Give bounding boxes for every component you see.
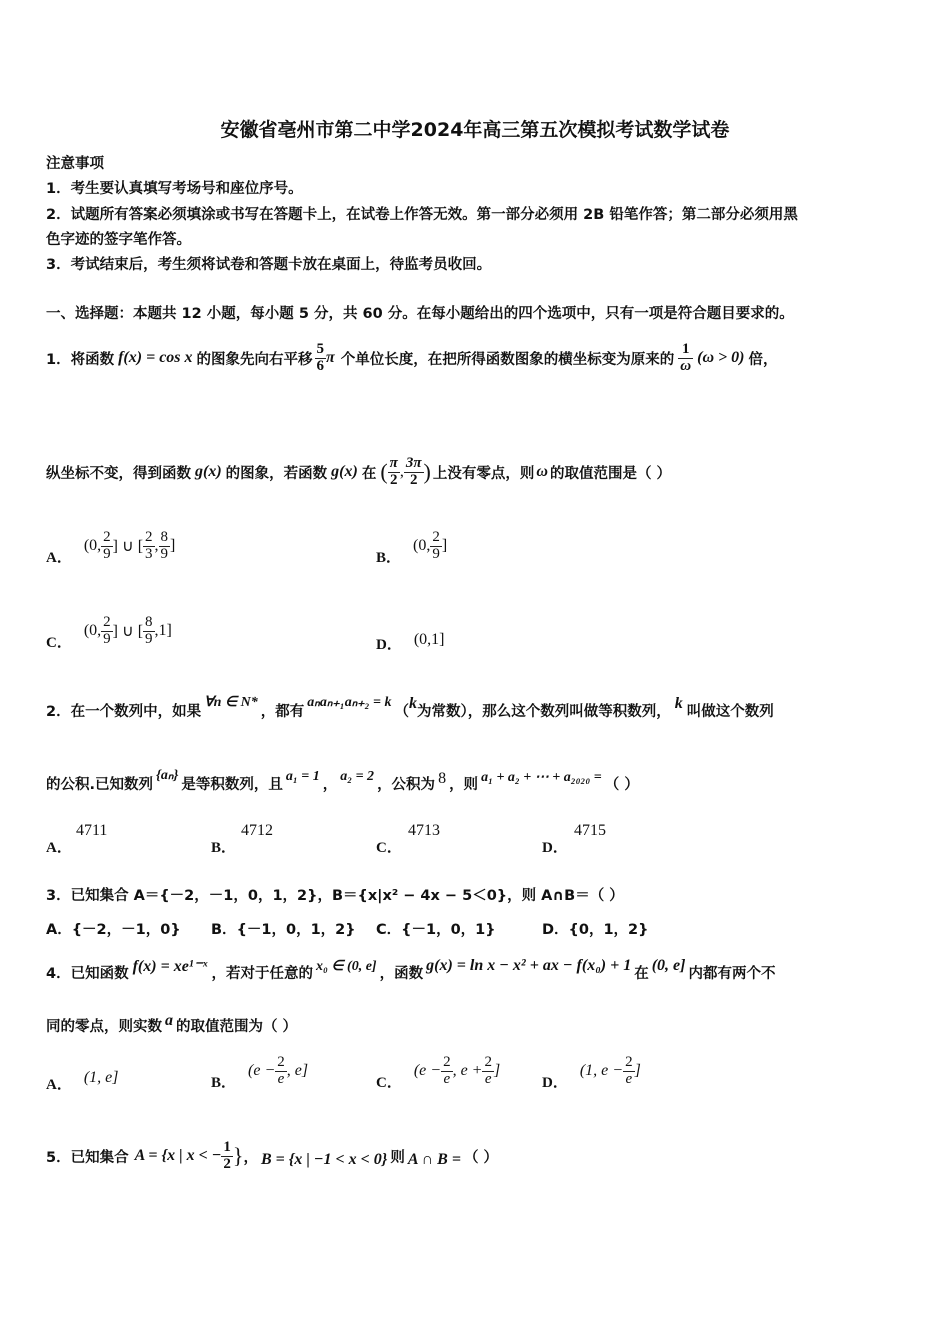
q1-omega-condition: (ω > 0)	[697, 349, 745, 366]
q2-option-c[interactable]: C． 4713	[376, 822, 440, 856]
q2-sequence: {aₙ}	[156, 767, 179, 783]
q1-omega-fraction: $\frac{1}{\omega}$	[680, 340, 692, 374]
q1-text: 在	[361, 465, 377, 482]
q4-x0: x₀ ∈ (0, e]	[315, 958, 377, 974]
q4-option-d[interactable]: D． (1, e − $\frac{2}{e}$ ]	[542, 1053, 641, 1091]
q3-option-d[interactable]: D．{0，1，2}	[542, 922, 649, 938]
q1-option-d[interactable]: D． (0,1]	[376, 631, 445, 653]
q1-interval-comma: ,	[399, 463, 404, 480]
q5-set-a: A = {x | x < −	[134, 1147, 222, 1164]
section-heading: 一、选择题：本题共 12 小题，每小题 5 分，共 60 分。在每小题给出的四个选项中，只有一项是符合题目要求的。	[46, 306, 794, 322]
q1-text: 上没有零点，则	[432, 465, 535, 482]
question-2-line-2: 的公积.已知数列 {aₙ} 是等积数列，且 a₁ = 1 ， a₂ = 2 ，公积为 8 ，则 a₁ + a₂ + ⋯ + a₂₀₂₀ = （ ）	[46, 767, 639, 793]
q2-option-b[interactable]: B． 4712	[211, 822, 273, 856]
question-1-line-1	[46, 328, 777, 388]
question-4-line-2: 同的零点，则实数 a 的取值范围为（ ）	[46, 1012, 298, 1035]
q1-omega: ω	[536, 463, 548, 480]
q1-text: 个单位长度，在把所得函数图象的横坐标变为原来的	[340, 351, 675, 368]
notice-item: 3．考试结束后，考生须将试卷和答题卡放在桌面上，待监考员收回。	[46, 257, 492, 273]
q3-option-b[interactable]: B．{－1，0，1，2}	[211, 922, 356, 938]
q1-option-b[interactable]: B． (0, $\frac{2}{9}$ ]	[376, 528, 448, 566]
question-5: 5．已知集合 A = {x | x < − $\frac{1}{2}$ } ， B = {x | −1 < x < 0} 则 A ∩ B = （ ）	[46, 1138, 498, 1172]
q2-sum: a₁ + a₂ + ⋯ + a₂₀₂₀ =	[481, 769, 602, 785]
q2-forall: ∀n ∈ N*	[204, 694, 258, 710]
notice-heading: 注意事项	[46, 156, 104, 172]
q1-text: 的图象，若函数	[225, 465, 328, 482]
q3-option-a[interactable]: A．{－2，－1，0}	[46, 922, 181, 938]
question-2-line-1: 2．在一个数列中，如果 ∀n ∈ N* ，都有 aₙaₙ₊₁aₙ₊₂ = k （ k 为常数），那么这个数列叫做等积数列， k 叫做这个数列	[46, 694, 774, 720]
q4-option-b[interactable]: B． (e − $\frac{2}{e}$ , e]	[211, 1053, 309, 1091]
q4-f: f(x) = xe¹⁻ˣ	[132, 958, 208, 975]
q1-interval-left: (	[380, 459, 388, 484]
q1-g: g(x)	[195, 463, 222, 480]
q3-option-c[interactable]: C．{－1，0，1}	[376, 922, 496, 938]
q2-option-a[interactable]: A． 4711	[46, 822, 108, 856]
q2-option-d[interactable]: D． 4715	[542, 822, 606, 856]
q1-interval-b: $\frac{3\pi}{2}$	[405, 454, 422, 488]
q1-text: 倍，	[748, 351, 778, 368]
q1-option-c[interactable]: C． (0, $\frac{2}{9}$ ] ∪ [ $\frac{8}{9}$ ,1]	[46, 613, 172, 651]
notice-item: 2．试题所有答案必须填涂或书写在答题卡上，在试卷上作答无效。第一部分必须用 2B 铅笔作答；第二部分必须用黑	[46, 207, 798, 223]
q4-g: g(x) = ln x − x² + ax − f(x₀) + 1	[426, 957, 632, 974]
q1-pi: π	[326, 349, 335, 366]
question-4-line-1: 4．已知函数 f(x) = xe¹⁻ˣ ，若对于任意的 x₀ ∈ (0, e] ，函数 g(x) = ln x − x² + ax − f(x₀) + 1 在 (0, e] 内都有两个不	[46, 957, 776, 982]
q1-text: 的图象先向右平移	[196, 351, 313, 368]
q1-interval-right: )	[423, 459, 431, 484]
q1-function: f(x) = cos x	[118, 349, 193, 366]
q5-set-b: B = {x | −1 < x < 0}	[260, 1151, 388, 1168]
q1-interval-a: $\frac{\pi}{2}$	[389, 454, 398, 488]
q1-text: 的取值范围是（ ）	[549, 465, 672, 482]
notice-item: 色字迹的签字笔作答。	[46, 232, 191, 248]
q4-option-c[interactable]: C． (e − $\frac{2}{e}$ , e + $\frac{2}{e}$ ]	[376, 1053, 501, 1091]
question-1-line-2	[46, 442, 671, 502]
notice-item: 1．考生要认真填写考场号和座位序号。	[46, 181, 303, 197]
q1-shift-fraction: $\frac{5}{6}$	[316, 340, 325, 374]
page-title: 安徽省亳州市第二中学2024年高三第五次模拟考试数学试卷	[220, 119, 730, 141]
q4-option-a[interactable]: A． (1, e]	[46, 1069, 119, 1093]
q1-option-a[interactable]: A． (0, $\frac{2}{9}$ ] ∪ [ $\frac{2}{3}$ , $\frac{8}{9}$ ]	[46, 528, 176, 566]
question-3: 3．已知集合 A＝{－2，－1，0，1，2}，B＝{x|x² − 4x − 5＜0}，则 A∩B＝（ ）	[46, 888, 624, 904]
q1-text: 1．将函数	[46, 351, 115, 368]
q2-product: aₙaₙ₊₁aₙ₊₂ = k	[307, 694, 392, 710]
q1-g: g(x)	[331, 463, 358, 480]
q1-text: 纵坐标不变，得到函数	[46, 465, 191, 482]
